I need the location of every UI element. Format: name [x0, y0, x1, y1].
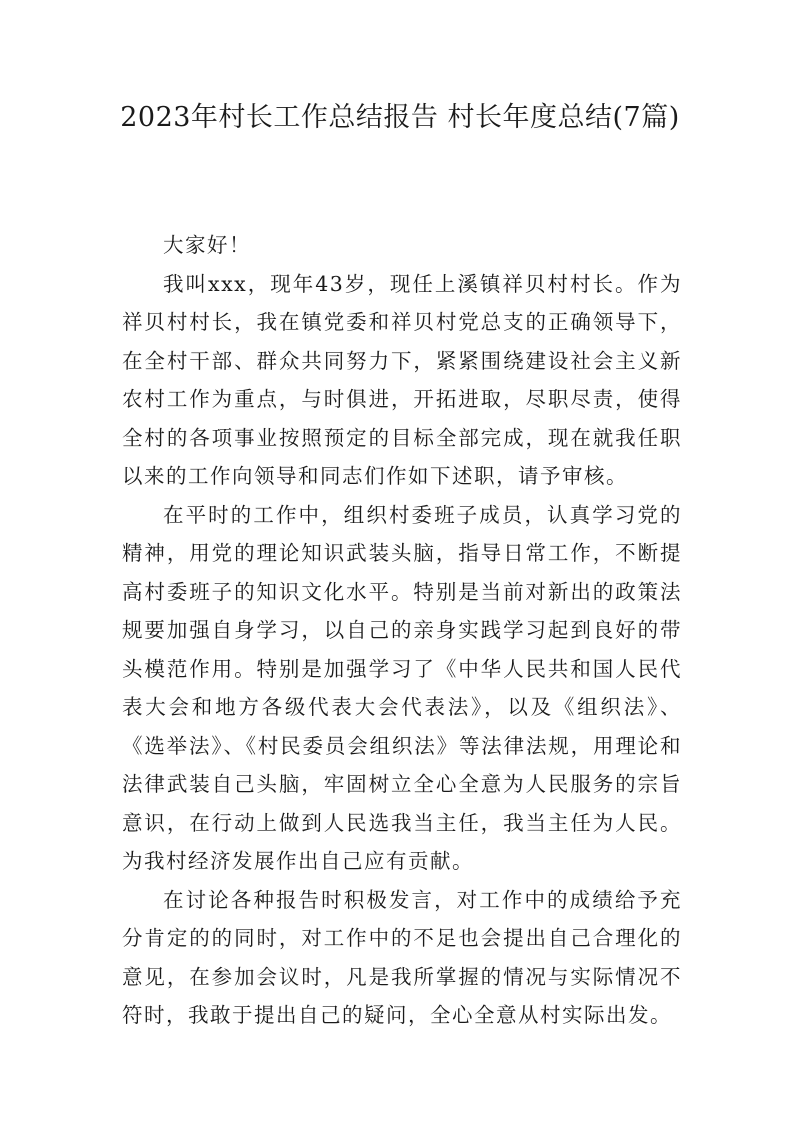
study-paragraph: 在平时的工作中，组织村委班子成员，认真学习党的精神，用党的理论知识武装头脑，指导日常工作，不断提高村委班子的知识文化水平。特别是当前对新出的政策法规要加强自身学习，以自己的亲身实践学习起到良好的带头模范作用。特别是加强学习了《中华人民共和国人民代表大会和地方各级代表大会代表法》，以及《组织法》、《选举法》、《村民委员会组织法》等法律法规，用理论和法律武装自己头脑，牢固树立全心全意为人民服务的宗旨意识，在行动上做到人民选我当主任，我当主任为人民。为我村经济发展作出自己应有贡献。 — [122, 502, 682, 873]
document-body — [122, 226, 682, 1035]
introduction-paragraph: 我叫xxx，现年43岁，现任上溪镇祥贝村村长。作为祥贝村村长，我在镇党委和祥贝村党总支的正确领导下，在全村干部、群众共同努力下，紧紧围绕建设社会主义新农村工作为重点，与时俱进，开拓进取，尽职尽责，使得全村的各项事业按照预定的目标全部完成，现在就我任职以来的工作向领导和同志们作如下述职，请予审核。 — [122, 271, 682, 488]
discussion-paragraph: 在讨论各种报告时积极发言，对工作中的成绩给予充分肯定的的同时，对工作中的不足也会提出自己合理化的意见，在参加会议时，凡是我所掌握的情况与实际情况不符时，我敢于提出自己的疑问，全心全意从村实际出发。 — [122, 887, 682, 1027]
document-title: 2023年村长工作总结报告 村长年度总结(7篇) — [120, 102, 680, 133]
greeting-paragraph: 大家好！ — [163, 233, 251, 257]
